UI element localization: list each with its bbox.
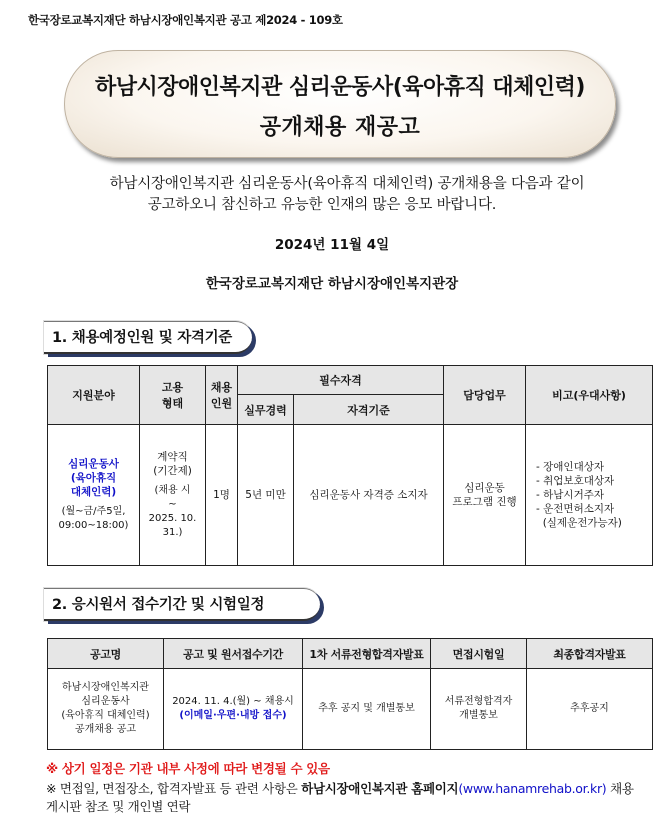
preference-item: (실제운전가능자) bbox=[536, 517, 622, 529]
notice-number: 한국장로교복지재단 하남시장애인복지관 공고 제2024 - 109호 bbox=[28, 13, 343, 27]
cell-experience: 5년 미만 bbox=[238, 425, 294, 566]
employment-period: (채용 시 ~ 2025. 10. 31.) bbox=[148, 485, 197, 538]
header-notice-name: 공고명 bbox=[48, 639, 164, 669]
section-1-heading: 1. 채용예정인원 및 자격기준 bbox=[44, 321, 252, 354]
header-field: 지원분야 bbox=[48, 366, 140, 425]
note-suffix: 채용 게시판 참조 및 개인별 연락 bbox=[46, 781, 634, 814]
announcement-note bbox=[46, 780, 636, 816]
cell-first-result: 추후 공지 및 개별통보 bbox=[303, 669, 431, 750]
header-first-result: 1차 서류전형합격자발표 bbox=[303, 639, 431, 669]
homepage-name: 하남시장애인복지관 홈페이지 bbox=[301, 781, 459, 796]
cell-field bbox=[48, 425, 140, 566]
header-interview: 면접시험일 bbox=[431, 639, 527, 669]
header-notes: 비고(우대사항) bbox=[526, 366, 653, 425]
field-name: 심리운동사 (육아휴직 대체인력) bbox=[68, 458, 119, 498]
page-subtitle: 공개채용 재공고 bbox=[259, 115, 421, 140]
employment-type: 계약직 (기간제) bbox=[153, 451, 192, 477]
cell-notice-name: 하남시장애인복지관 심리운동사 (육아휴직 대체인력) 공개채용 공고 bbox=[48, 669, 164, 750]
intro-line-1: 하남시장애인복지관 심리운동사(육아휴직 대체인력) 공개채용을 다음과 같이 bbox=[109, 176, 585, 192]
section-2-heading: 2. 응시원서 접수기간 및 시험일정 bbox=[44, 588, 320, 621]
cell-preferences bbox=[526, 425, 653, 566]
page-title: 하남시장애인복지관 심리운동사(육아휴직 대체인력) bbox=[95, 75, 585, 100]
period-dates: 2024. 11. 4.(월) ~ 채용시 bbox=[172, 696, 294, 707]
homepage-link[interactable]: (www.hanamrehab.or.kr) bbox=[458, 781, 607, 796]
header-employment-type: 고용 형태 bbox=[140, 366, 206, 425]
schedule-change-note: ※ 상기 일정은 기관 내부 사정에 따라 변경될 수 있음 bbox=[46, 761, 330, 776]
note-prefix: ※ 면접일, 면접장소, 합격자발표 등 관련 사항은 bbox=[46, 781, 298, 796]
title-banner bbox=[64, 50, 616, 158]
recruitment-table bbox=[47, 365, 653, 566]
cell-final-result: 추후공지 bbox=[527, 669, 653, 750]
intro-paragraph bbox=[0, 174, 664, 216]
period-method: (이메일·우편·내방 접수) bbox=[179, 710, 287, 721]
schedule-table bbox=[47, 638, 653, 750]
header-required: 필수자격 bbox=[238, 366, 444, 395]
header-duties: 담당업무 bbox=[444, 366, 526, 425]
cell-employment-type bbox=[140, 425, 206, 566]
header-final-result: 최종합격자발표 bbox=[527, 639, 653, 669]
header-headcount: 채용 인원 bbox=[206, 366, 238, 425]
field-hours: (월~금/주5일, 09:00~18:00) bbox=[58, 506, 129, 531]
preference-item: - 취업보호대상자 bbox=[536, 475, 615, 487]
preference-item: - 장애인대상자 bbox=[536, 461, 604, 473]
header-experience: 실무경력 bbox=[238, 395, 294, 425]
preference-item: - 운전면허소지자 bbox=[536, 503, 615, 515]
intro-line-2: 공고하오니 참신하고 유능한 인재의 많은 응모 바랍니다. bbox=[147, 197, 497, 213]
cell-headcount: 1명 bbox=[206, 425, 238, 566]
header-qualification: 자격기준 bbox=[294, 395, 444, 425]
cell-duties: 심리운동 프로그램 진행 bbox=[444, 425, 526, 566]
cell-qualification: 심리운동사 자격증 소지자 bbox=[294, 425, 444, 566]
cell-interview: 서류전형합격자 개별통보 bbox=[431, 669, 527, 750]
header-period: 공고 및 원서접수기간 bbox=[164, 639, 303, 669]
notice-date: 2024년 11월 4일 bbox=[274, 237, 390, 253]
cell-period bbox=[164, 669, 303, 750]
preference-item: - 하남시거주자 bbox=[536, 489, 604, 501]
organization-name: 한국장로교복지재단 하남시장애인복지관장 bbox=[205, 276, 459, 292]
